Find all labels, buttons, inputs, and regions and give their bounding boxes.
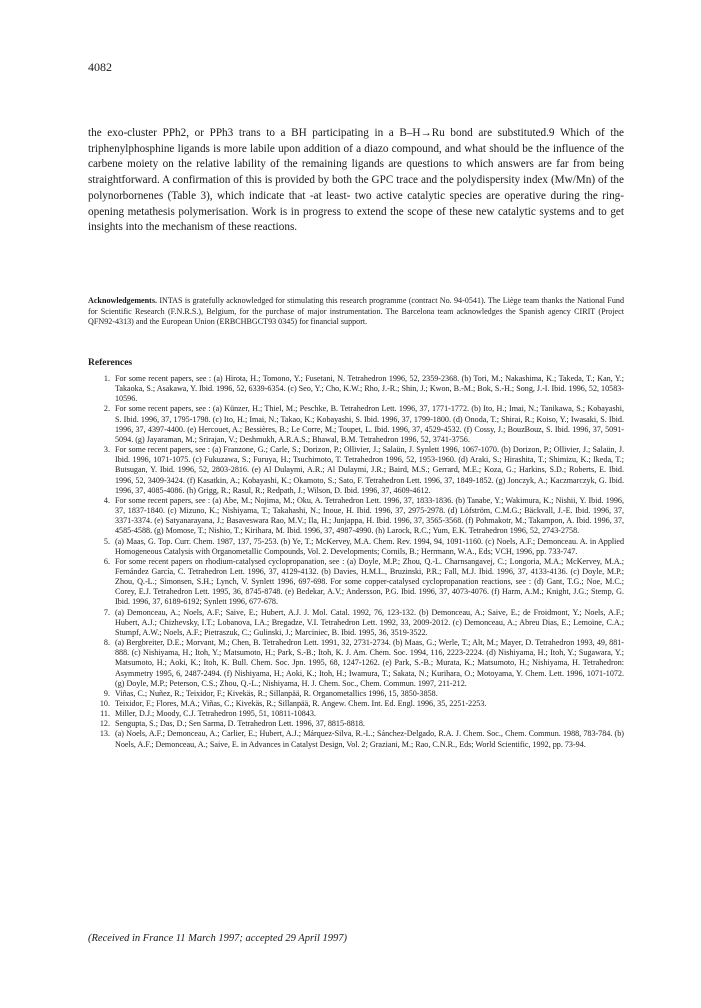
acknowledgements-text: INTAS is gratefully acknowledged for stimulating this research programme (contract No. 94-0541). The Liège team thanks the National Fund for Scientific Research (F.N.R.S.), Belgium, for the purchase of major instrumentation. The Barcelona team acknowledges the Spanish agency CIRIT (Project QFN92-4313) and the European Union (ERBCHBGCT93 0345) for financial support. bbox=[88, 296, 624, 327]
reference-item bbox=[88, 557, 624, 608]
reference-text: For some recent papers, see : (a) Hirota, H.; Tomono, Y.; Fusetani, N. Tetrahedron 1996, 52, 2359-2368. (b) Tori, M.; Nakashima, K.; Takeda, T.; Kan, Y.; Takaoka, S.; Asakawa, Y. Ibid. 1996, 52, 6339-6354. (c) Seo, Y.; Cho, K.W.; Rho, J.-R.; Shin, J.; Kwon, B.-M.; Bok, S.-H.; Song, J.-I. Ibid. 1996, 52, 10583-10596. bbox=[115, 374, 624, 404]
reference-number: 12. bbox=[99, 719, 110, 729]
reference-number: 7. bbox=[103, 607, 110, 617]
reference-item bbox=[88, 404, 624, 445]
reference-number: 2. bbox=[103, 404, 110, 414]
reference-text: Viñas, C.; Nuñez, R.; Teixidor, F.; Kivekäs, R.; Sillanpää, R. Organometallics 1996, 15, 3850-3858. bbox=[115, 688, 438, 698]
reference-item bbox=[88, 374, 624, 404]
reference-item bbox=[88, 699, 624, 709]
reference-item bbox=[88, 496, 624, 537]
reference-text: Sengupta, S.; Das, D.; Sen Sarma, D. Tetrahedron Lett. 1996, 37, 8815-8818. bbox=[115, 719, 365, 729]
acknowledgements-heading: Acknowledgements. bbox=[88, 296, 158, 305]
reference-item bbox=[88, 638, 624, 689]
reference-number: 6. bbox=[103, 556, 110, 566]
reference-text: (a) Demonceau, A.; Noels, A.F.; Saive, E.; Hubert, A.J. J. Mol. Catal. 1992, 76, 123-132. (b) Demonceau, A.; Saive, E.; de Froidmont, Y.; Noels, A.F.; Hubert, A.J.; Chizhevsky, I.T.; Lobanova, I.A.; Bregadze, V.I. Tetrahedron Lett. 1992, 33, 2009-2012. (c) Demonceau, A.; Abreu Dias, E.; Lemoine, C.A.; Stumpf, A.W.; Noels, A.F.; Pietraszuk, C.; Gulinski, J.; Marciniec, B. Ibid. 1995, 36, 3519-3522. bbox=[115, 607, 624, 637]
reference-number: 1. bbox=[103, 374, 110, 383]
body-text bbox=[88, 126, 624, 236]
reference-text: (a) Bergbreiter, D.E.; Morvant, M.; Chen, B. Tetrahedron Lett. 1991, 32, 2731-2734. (b) Maas, G.; Werle, T.; Alt, M.; Mayer, D. Tetrahedron 1993, 49, 881-888. (c) Nishiyama, H.; Itoh, Y.; Matsumoto, H.; Park, S.-B.; Itoh, K. J. Am. Chem. Soc. 1994, 116, 2223-2224. (d) Nishiyama, H.; Itoh, Y.; Sugawara, Y.; Matsumoto, H.; Aoki, K.; Itoh, K. Bull. Chem. Soc. Jpn. 1995, 68, 1247-1262. (e) Park, S.-B.; Murata, K.; Matsumoto, H.; Nishiyama, H. Tetrahedron: Asymmetry 1995, 6, 2487-2494. (f) Nishiyama, H.; Aoki, K.; Itoh, H.; Iwamura, T.; Sakata, N.; Kurihara, O.; Motoyama, Y. Chem. Lett. 1996, 1071-1072. (g) Doyle, M.P.; Peterson, C.S.; Zhou, Q.-L.; Nishiyama, H. J. Chem. Soc., Chem. Commun. 1997, 211-212. bbox=[115, 638, 624, 688]
reference-item bbox=[88, 689, 624, 699]
reference-item bbox=[88, 445, 624, 496]
reference-text: (a) Noels, A.F.; Demonceau, A.; Carlier, E.; Hubert, A.J.; Márquez-Silva, R.-L.; Sánchez-Delgado, R.A. J. Chem. Soc., Chem. Commun. 1988, 783-784. (b) Noels, A.F.; Demonceau, A.; Saive, E. in Advances in Catalyst Design, Vol. 2; Graziani, M.; Rao, C.N.R., Eds; World Scientific, 1992, pp. 73-94. bbox=[115, 729, 624, 749]
references-list bbox=[88, 374, 624, 750]
reference-text: For some recent papers on rhodium-catalysed cyclopropanation, see : (a) Doyle, M.P.; Zhou, Q.-L. Charnsangavej, C.; Longoria, M.A.; McKervey, M.A.; Fernández García, C. Tetrahedron Lett. 1996, 37, 4129-4132. (b) Davies, H.M.L., Bruzinski, P.R.; Fall, M.J. Ibid. 1996, 37, 4133-4136. (c) Doyle, M.P.; Zhou, Q.-L.; Simonsen, S.H.; Lynch, V. Synlett 1996, 697-698. For some copper-catalysed cyclopropanation reactions, see : (d) Gant, T.G.; Noe, M.C.; Corey, E.J. Tetrahedron Lett. 1995, 36, 8745-8748. (e) Bedekar, A.V.; Andersson, P.G. Ibid. 1996, 37, 4073-4076. (f) Harm, A.M.; Knight, J.G.; Stemp, G. Ibid. 1996, 37, 6189-6192; Synlett 1996, 677-678. bbox=[115, 556, 624, 607]
reference-text: For some recent papers, see : (a) Abe, M.; Nojima, M.; Oku, A. Tetrahedron Lett. 1996, 37, 1833-1836. (b) Tanabe, Y.; Wakimura, K.; Nishii, Y. Ibid. 1996, 37, 1837-1840. (c) Mizuno, K.; Nishiyama, T.; Takahashi, N.; Inoue, H. Ibid. 1996, 37, 2975-2978. (d) Löfström, C.M.G.; Bäckvall, J.-E. Ibid. 1996, 37, 3371-3374. (e) Satyanarayana, J.; Basaveswara Rao, M.V.; Ila, H.; Junjappa, H. Ibid. 1996, 37, 3565-3568. (f) Pohmakotr, M.; Takampon, A. Ibid. 1996, 37, 4585-4588. (g) Momose, T.; Nishio, T.; Kirihara, M. Ibid. 1996, 37, 4987-4990. (h) Larock, R.C.; Yum, E.K. Tetrahedron 1996, 52, 2743-2758. bbox=[115, 495, 624, 536]
reference-item bbox=[88, 537, 624, 557]
reference-number: 4. bbox=[103, 495, 110, 505]
reference-number: 3. bbox=[103, 445, 110, 455]
references-heading: References bbox=[88, 358, 133, 368]
body-paragraph: the exo-cluster PPh2, or PPh3 trans to a BH participating in a B–H→Ru bond are substituted.9 Which of the triphenylphosphine ligands is more labile upon addition of a diazo compound, and what should be the influence of the carbene moiety on the relative lability of the remaining ligands are questions to which answers are far from being straightforward. A confirmation of this is provided by both the GPC trace and the polydispersity index (Mw/Mn) of the polynorbornenes (Table 3), which indicate that -at least- two active catalytic species are operative during the ring-opening metathesis polymerisation. Work is in progress to extend the scope of these new catalytic systems and to get insights into the mechanism of these reactions. bbox=[88, 127, 624, 234]
reference-number: 9. bbox=[103, 688, 110, 698]
reference-number: 10. bbox=[99, 699, 110, 708]
reference-number: 8. bbox=[103, 638, 110, 648]
page-number: 4082 bbox=[88, 60, 112, 74]
reference-item bbox=[88, 719, 624, 729]
reference-text: For some recent papers, see : (a) Künzer, H.; Thiel, M.; Peschke, B. Tetrahedron Lett. 1996, 37, 1771-1772. (b) Ito, H.; Imai, N.; Tanikawa, S.; Kobayashi, S. Ibid. 1996, 37, 1795-1798. (c) Ito, H.; Imai, N.; Takao, K.; Kobayashi, S. Ibid. 1996, 37, 1799-1800. (d) Onoda, T.; Shirai, R.; Koiso, Y.; Iwasaki, S. Ibid. 1996, 37, 4397-4400. (e) Hercouet, A.; Bessières, B.; Le Corre, M.; Toupet, L. Ibid. 1996, 37, 4529-4532. (f) Cossy, J.; BouzBouz, S. Ibid. 1996, 37, 5091-5094. (g) Jayaraman, M.; Srirajan, V.; Deshmukh, A.R.A.S.; Bhawal, B.M. Tetrahedron 1996, 52, 3741-3756. bbox=[115, 404, 624, 444]
reference-text: (a) Maas, G. Top. Curr. Chem. 1987, 137, 75-253. (b) Ye, T.; McKervey, M.A. Chem. Rev. 1994, 94, 1091-1160. (c) Noels, A.F.; Demonceau. A. in Applied Homogeneous Catalysis with Organometallic Compounds, Vol. 2. Developments; Cornils, B.; Herrmann, W.A., Eds; VCH, 1996, pp. 733-747. bbox=[115, 536, 624, 556]
reference-item bbox=[88, 709, 624, 719]
reference-item bbox=[88, 608, 624, 638]
reference-number: 13. bbox=[99, 729, 110, 739]
reference-number: 5. bbox=[103, 536, 110, 546]
reference-text: Miller, D.J.; Moody, C.J. Tetrahedron 1995, 51, 10811-10843. bbox=[115, 709, 316, 719]
reference-text: Teixidor, F.; Flores, M.A.; Viñas, C.; Kivekäs, R.; Sillanpää, R. Angew. Chem. Int. Ed. Engl. 1996, 35, 2251-2253. bbox=[115, 699, 487, 708]
received-line: (Received in France 11 March 1997; accepted 29 April 1997) bbox=[88, 933, 348, 944]
reference-text: For some recent papers, see : (a) Franzone, G.; Carle, S.; Dorizon, P.; Ollivier, J.; Salaün, J. Synlett 1996, 1067-1070. (b) Dorizon, P.; Ollivier, J.; Salaün, J. Ibid. 1996, 1071-1075. (c) Fukuzawa, S.; Furuya, H.; Tsuchimoto, T. Tetrahedron 1996, 52, 1953-1960. (d) Araki, S.; Hirashita, T.; Shimizu, K.; Ikeda, T.; Butsugan, Y. Ibid. 1996, 52, 2803-2816. (e) Al Dulaymi, A.R.; Al Dulaymi, J.R.; Baird, M.S.; Gerrard, M.E.; Koza, G.; Harkins, S.D.; Roberts, E. Ibid. 1996, 52, 3409-3424. (f) Kasatkin, A.; Kobayashi, K.; Okamoto, S.; Sato, F. Tetrahedron Lett. 1996, 37, 1849-1852. (g) Jonczyk, A.; Kaczmarczyk, G. Ibid. 1996, 37, 4085-4086. (h) Grigg, R.; Rasul, R.; Redpath, J.; Wilson, D. Ibid. 1996, 37, 4609-4612. bbox=[115, 445, 624, 495]
reference-number: 11. bbox=[100, 709, 110, 719]
acknowledgements bbox=[88, 296, 624, 328]
reference-item bbox=[88, 729, 624, 749]
